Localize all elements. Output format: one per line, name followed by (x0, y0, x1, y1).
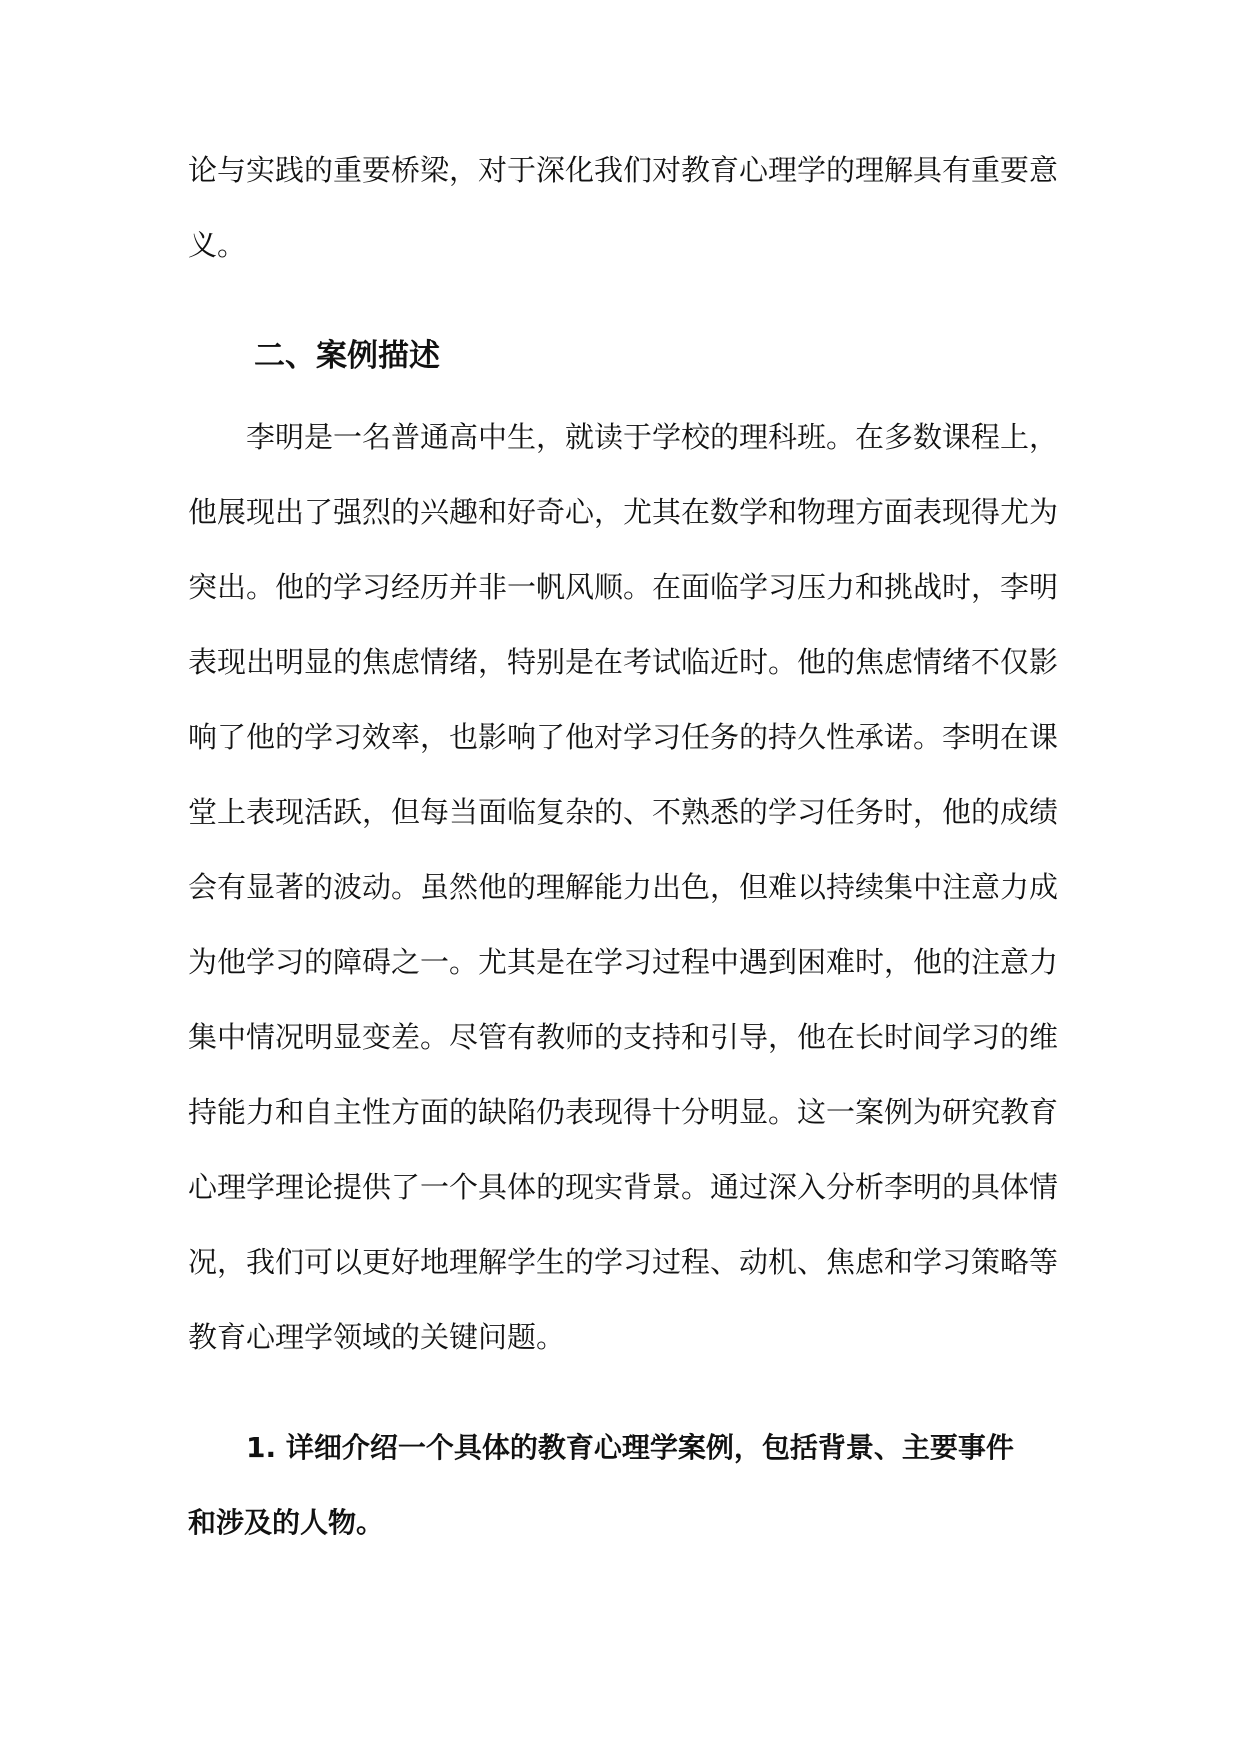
body-line-13: 教育心理学领域的关键问题。 (188, 1320, 566, 1354)
body-line-5: 响了他的学习效率，也影响了他对学习任务的持久性承诺。李明在课 (188, 720, 1059, 754)
body-line-7: 会有显著的波动。虽然他的理解能力出色，但难以持续集中注意力成 (188, 870, 1059, 904)
body-line-3: 突出。他的学习经历并非一帆风顺。在面临学习压力和挑战时，李明 (188, 570, 1059, 604)
body-line-10: 持能力和自主性方面的缺陷仍表现得十分明显。这一案例为研究教育 (188, 1095, 1059, 1129)
sub-heading-line-2: 和涉及的人物。 (188, 1506, 385, 1539)
body-line-6: 堂上表现活跃，但每当面临复杂的、不熟悉的学习任务时，他的成绩 (188, 795, 1059, 829)
body-line-4: 表现出明显的焦虑情绪，特别是在考试临近时。他的焦虑情绪不仅影 (188, 645, 1059, 679)
sub-heading-line-1: 1. 详细介绍一个具体的教育心理学案例，包括背景、主要事件 (246, 1431, 1014, 1464)
section-heading: 二、案例描述 (254, 338, 440, 374)
case-description-paragraph (188, 400, 1058, 1375)
numbered-sub-heading (188, 1410, 1058, 1560)
intro-line-1: 论与实践的重要桥梁，对于深化我们对教育心理学的理解具有重要意 (188, 153, 1059, 187)
body-line-8: 为他学习的障碍之一。尤其是在学习过程中遇到困难时，他的注意力 (188, 945, 1059, 979)
body-line-11: 心理学理论提供了一个具体的现实背景。通过深入分析李明的具体情 (188, 1170, 1059, 1204)
intro-paragraph (188, 133, 1058, 283)
intro-line-2: 义。 (188, 228, 247, 262)
body-line-9: 集中情况明显变差。尽管有教师的支持和引导，他在长时间学习的维 (188, 1020, 1059, 1054)
body-line-1: 李明是一名普通高中生，就读于学校的理科班。在多数课程上， (246, 420, 1059, 454)
body-line-12: 况，我们可以更好地理解学生的学习过程、动机、焦虑和学习策略等 (188, 1245, 1059, 1279)
body-line-2: 他展现出了强烈的兴趣和好奇心，尤其在数学和物理方面表现得尤为 (188, 495, 1059, 529)
